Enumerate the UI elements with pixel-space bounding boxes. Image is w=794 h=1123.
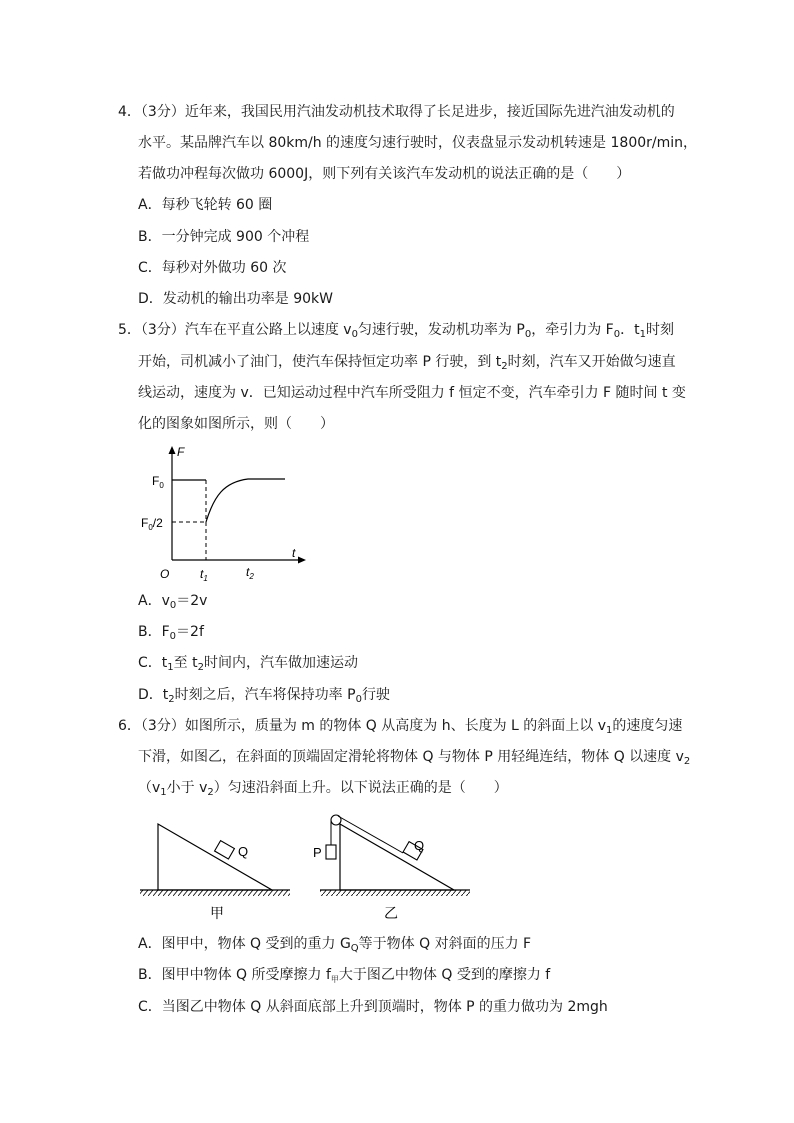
- graph-f0-label: $F_0$: [152, 474, 164, 490]
- q5-stem: 5．（3分）汽车在平直公路上以速度 $v_0$匀速行驶，发动机功率为 $P_0$，牵引力为 $F_0$．$t_1$时刻: [118, 322, 674, 340]
- q4-option-c[interactable]: C．每秒对外做功 60 次: [138, 260, 287, 276]
- ground-hatch: [140, 890, 290, 896]
- label-q: Q: [238, 844, 249, 859]
- q5-stem-line3: 线运动，速度为 v．已知运动过程中汽车所受阻力 f 恒定不变，汽车牵引力 F 随时间 t 变: [138, 385, 686, 401]
- graph-x-arrow: [298, 557, 306, 564]
- block-p: [326, 845, 336, 859]
- q6-stem-line2: 下滑，如图乙，在斜面的顶端固定滑轮将物体 Q 与物体 P 用轻绳连结，物体 Q 以速度 $v_2$: [138, 749, 691, 767]
- q6-figure-jia: [138, 812, 298, 924]
- ground-hatch: [320, 890, 470, 896]
- graph-axis-y-label: F: [177, 445, 185, 459]
- block-q: [215, 841, 235, 859]
- caption-jia: 甲: [210, 905, 224, 921]
- q5-option-d[interactable]: D．$t_2$时刻之后，汽车将保持功率 $P_0$行驶: [138, 687, 390, 705]
- q6-stem-line3: （$v_1$小于 $v_2$）匀速沿斜面上升。以下说法正确的是（ ）: [138, 780, 508, 798]
- q4-option-d[interactable]: D．发动机的输出功率是 90kW: [138, 291, 333, 307]
- q6-option-a[interactable]: A．图甲中，物体 Q 受到的重力 $G_Q$等于物体 Q 对斜面的压力 F: [138, 936, 532, 954]
- graph-y-arrow: [169, 446, 176, 454]
- q4-stem: 4．（3分）近年来，我国民用汽油发动机技术取得了长足进步，接近国际先进汽油发动机的: [118, 104, 675, 120]
- rope-to-q: [338, 816, 403, 853]
- q5-option-b[interactable]: B．$F_0=2f$: [138, 624, 204, 642]
- q4-stem-line3: 若做功冲程每次做功 6000J，则下列有关该汽车发动机的说法正确的是（ ）: [138, 166, 631, 182]
- q6-figure-yi: [308, 804, 474, 924]
- graph-force-curve: [206, 479, 285, 522]
- q6-option-b[interactable]: B．图甲中物体 Q 所受摩擦力 $f_甲$大于图乙中物体 Q 受到的摩擦力 f: [138, 967, 551, 984]
- q4-option-b[interactable]: B．一分钟完成 900 个冲程: [138, 229, 310, 245]
- q4-option-a[interactable]: A．每秒飞轮转 60 圈: [138, 197, 273, 213]
- label-p: P: [313, 845, 322, 860]
- q5-stem-line4: 化的图象如图所示，则（ ）: [138, 416, 334, 432]
- q5-force-time-graph: [140, 440, 320, 588]
- graph-axis-x-label: t: [292, 546, 296, 560]
- q4-stem-line2: 水平。某品牌汽车以 80km/h 的速度匀速行驶时，仪表盘显示发动机转速是 1800r/min，: [138, 135, 698, 151]
- graph-half-label: $F_0/2$: [141, 516, 163, 532]
- q5-option-c[interactable]: C．$t_1$至 $t_2$时间内，汽车做加速运动: [138, 655, 358, 673]
- incline: [158, 824, 272, 890]
- q5-option-a[interactable]: A．$v_0=2v$: [138, 593, 208, 611]
- q6-stem: 6．（3分）如图所示，质量为 m 的物体 Q 从高度为 h、长度为 L 的斜面上以 $v_1$的速度匀速: [118, 718, 683, 736]
- q6-option-c[interactable]: C．当图乙中物体 Q 从斜面底部上升到顶端时，物体 P 的重力做功为 2mgh: [138, 999, 608, 1015]
- graph-t1-label: $t_1$: [200, 567, 208, 583]
- label-q: Q: [414, 838, 425, 853]
- caption-yi: 乙: [384, 905, 398, 921]
- graph-t2-label: $t_2$: [246, 565, 254, 581]
- incline: [340, 824, 454, 890]
- graph-origin-label: O: [160, 567, 170, 581]
- q5-stem-line2: 开始，司机减小了油门，使汽车保持恒定功率 P 行驶，到 $t_2$时刻，汽车又开始做匀速直: [138, 354, 676, 372]
